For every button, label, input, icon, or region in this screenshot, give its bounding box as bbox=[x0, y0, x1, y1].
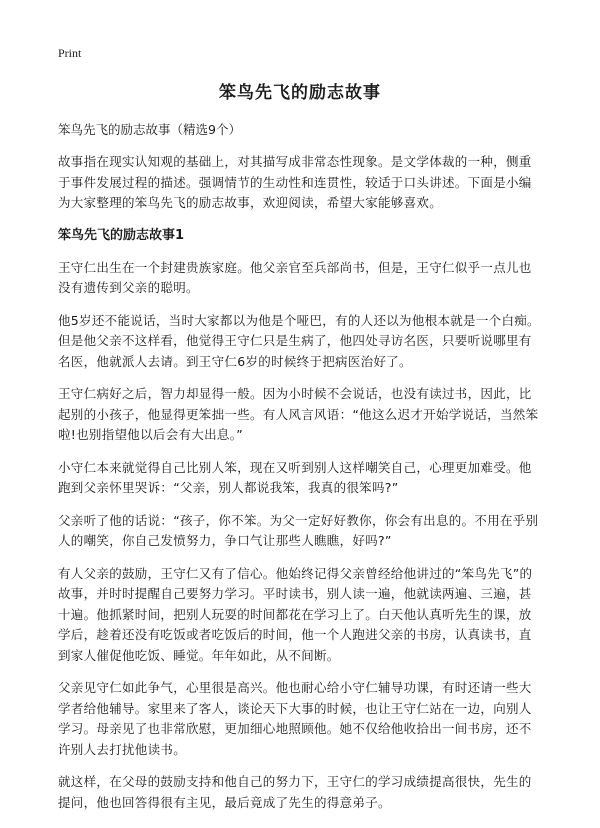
story-paragraph: 有人父亲的鼓励，王守仁又有了信心。他始终记得父亲曾经给他讲过的“笨鸟先飞”的故事，并时时提醒自己要努力学习。平时读书，别人读一遍，他就读两遍、三遍，甚十遍。他抓紧时间，把别人玩耍的时间都花在学习上了。白天他认真听先生的课，放学后，趁着还没有吃饭或者吃饭后的时间，他一个人跑进父亲的书房，认真读书，直到家人催促他吃饭、睡觉。年年如此，从不间断。 bbox=[58, 565, 533, 663]
article-subtitle: 笨鸟先飞的励志故事（精选9个） bbox=[58, 122, 241, 137]
print-link[interactable]: Print bbox=[58, 46, 82, 60]
section-heading: 笨鸟先飞的励志故事1 bbox=[58, 227, 185, 243]
intro-paragraph: 故事指在现实认知观的基础上，对其描写成非常态性现象。是文学体裁的一种，侧重于事件发展过程的描述。强调情节的生动性和连贯性，较适于口头讲述。下面是小编为大家整理的笨鸟先飞的励志故事，欢迎阅读，希望大家能够喜欢。 bbox=[58, 154, 532, 210]
story-paragraph: 他5岁还不能说话，当时大家都以为他是个哑巴，有的人还以为他根本就是一个白痴。但是他父亲不这样看，他觉得王守仁只是生病了，他四处寻访名医，只要听说哪里有名医，他就派人去请。到王守仁6岁的时候终于把病医治好了。 bbox=[58, 312, 540, 369]
article-body bbox=[58, 120, 542, 825]
story-paragraph: 父亲听了他的话说：“孩子，你不笨。为父一定好好教你，你会有出息的。不用在乎别人的嘲笑，你自己发愤努力，争口气让那些人瞧瞧，好吗?” bbox=[58, 512, 539, 548]
page-title: 笨鸟先飞的励志故事 bbox=[219, 83, 381, 103]
story-paragraph: 王守仁病好之后，智力却显得一般。因为小时候不会说话，也没有读过书，因此，比起别的小孩子，他显得更笨拙一些。有人风言风语：“他这么迟才开始学说话，当然笨啦!也别指望他以后会有大出息。” bbox=[58, 386, 539, 442]
story-paragraph: 就这样，在父母的鼓励支持和他自己的努力下，王守仁的学习成绩提高很快，先生的提问，他也回答得很有主见，最后竟成了先生的得意弟子。 bbox=[58, 774, 532, 810]
story-paragraph: 王守仁出生在一个封建贵族家庭。他父亲官至兵部尚书，但是，王守仁似乎一点儿也没有遗传到父亲的聪明。 bbox=[58, 259, 532, 295]
story-paragraph: 小守仁本来就觉得自己比别人笨，现在又听到别人这样嘲笑自己，心理更加难受。他跑到父亲怀里哭诉：“父亲，别人都说我笨，我真的很笨吗?” bbox=[58, 459, 532, 495]
story-paragraph: 父亲见守仁如此争气，心里很是高兴。他也耐心给小守仁辅导功课，有时还请一些大学者给他辅导。家里来了客人，谈论天下大事的时候，也让王守仁站在一边，向别人学习。母亲见了也非常欣慰，更加细心地照顾他。她不仅给他收拾出一间书房，还不许别人去打扰他读书。 bbox=[58, 680, 532, 757]
